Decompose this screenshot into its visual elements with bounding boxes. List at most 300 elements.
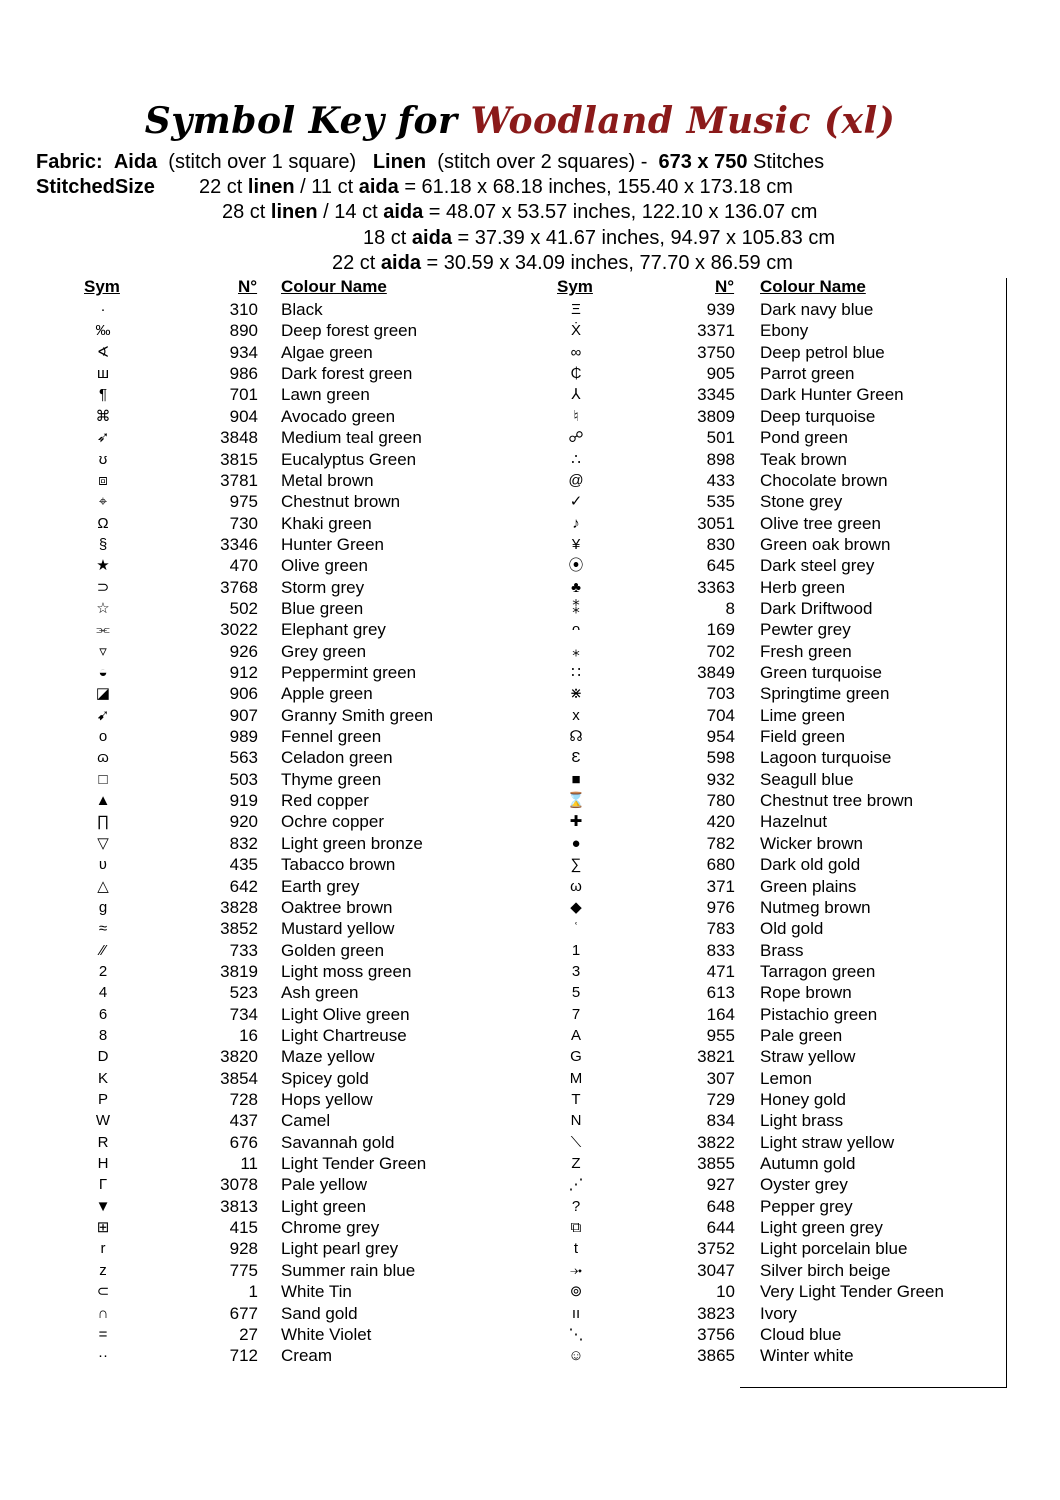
symbol-glyph: ⌖	[98, 493, 108, 511]
symbol-glyph: ⦿	[568, 557, 584, 575]
colour-name: Light Olive green	[281, 1004, 410, 1024]
floss-number: 415	[229, 1218, 258, 1238]
floss-number: 783	[706, 919, 735, 939]
table-row	[0, 1324, 1000, 1345]
floss-number: 169	[706, 620, 735, 640]
floss-number: 680	[706, 855, 735, 875]
table-row	[0, 1260, 1000, 1281]
colour-name: Pepper grey	[760, 1196, 853, 1216]
symbol-glyph: ·	[100, 301, 106, 318]
floss-number: 3820	[220, 1047, 258, 1067]
symbol-glyph: ▼	[95, 1197, 111, 1215]
floss-number: 702	[706, 641, 735, 661]
colour-name: Chrome grey	[281, 1218, 380, 1238]
fabric-linen-note: (stitch over 2 squares) -	[437, 151, 648, 173]
symbol-glyph: =	[98, 1325, 108, 1343]
symbol-glyph: ▿	[99, 642, 107, 660]
colour-name: Tarragon green	[760, 961, 876, 981]
symbol-glyph: g	[98, 898, 108, 916]
table-row	[0, 1046, 1000, 1067]
symbol-glyph: ∷	[571, 664, 581, 681]
colour-name: Cloud blue	[760, 1324, 842, 1344]
table-row	[0, 726, 1000, 747]
symbol-glyph: R	[97, 1133, 109, 1151]
floss-number: 11	[240, 1154, 258, 1173]
colour-name: Brass	[760, 940, 804, 960]
symbol-glyph: ıı	[571, 1304, 581, 1322]
header-num-left: N°	[238, 277, 258, 296]
symbol-glyph: ∢	[96, 343, 110, 361]
colour-name: Light pearl grey	[281, 1239, 399, 1259]
floss-number: 3813	[220, 1196, 258, 1216]
colour-name: Spicey gold	[281, 1068, 369, 1088]
bottom-border-line	[740, 1387, 1007, 1388]
colour-name: Hazelnut	[760, 812, 828, 832]
table-row	[0, 833, 1000, 854]
table-row	[0, 449, 1000, 470]
symbol-glyph: N	[570, 1112, 582, 1130]
symbol-glyph: ♮	[573, 407, 579, 425]
symbol-glyph: ⊂	[96, 1283, 110, 1301]
table-row	[0, 1004, 1000, 1025]
floss-number: 3047	[697, 1260, 735, 1280]
symbol-glyph: ♣	[571, 578, 581, 596]
table-row	[0, 1303, 1000, 1324]
colour-name: Dark forest green	[281, 364, 413, 384]
colour-name: Light moss green	[281, 961, 412, 981]
colour-name: Lemon	[760, 1068, 812, 1088]
floss-number: 833	[706, 940, 735, 960]
table-row	[0, 363, 1000, 384]
right-border-line	[1006, 278, 1007, 1388]
symbol-glyph: ⅄	[571, 386, 581, 404]
floss-number: 648	[706, 1196, 735, 1216]
symbol-glyph: □	[98, 770, 108, 788]
table-row	[0, 811, 1000, 832]
symbol-glyph: Ξ	[571, 301, 581, 318]
symbol-glyph: ω	[570, 877, 582, 895]
table-row	[0, 982, 1000, 1003]
symbol-glyph: T	[571, 1091, 581, 1108]
colour-name: Light porcelain blue	[760, 1239, 908, 1259]
floss-number: 989	[229, 727, 258, 746]
floss-number: 502	[229, 598, 258, 618]
symbol-glyph: ⁑	[572, 599, 580, 617]
floss-number: 645	[706, 556, 735, 576]
table-row	[0, 619, 1000, 640]
table-row	[0, 470, 1000, 491]
symbol-glyph: ʊ	[98, 450, 108, 468]
colour-name: Red copper	[281, 791, 369, 810]
symbol-glyph: ◒	[98, 664, 108, 681]
colour-name: Lagoon turquoise	[760, 748, 892, 768]
colour-name: Eucalyptus Green	[281, 449, 417, 469]
colour-name: Medium teal green	[281, 428, 422, 448]
floss-number: 3078	[220, 1175, 258, 1195]
symbol-glyph: Γ	[98, 1176, 108, 1194]
floss-number: 729	[706, 1090, 735, 1109]
table-row	[0, 897, 1000, 918]
symbol-glyph: 2	[98, 962, 108, 980]
colour-name: Olive green	[281, 556, 368, 576]
symbol-glyph: ⊃	[96, 578, 110, 596]
size-linen: linen	[270, 201, 318, 223]
colour-name: Fennel green	[281, 727, 382, 746]
floss-number: 734	[229, 1004, 258, 1024]
symbol-glyph: ∑	[570, 856, 582, 874]
colour-name: Ivory	[760, 1303, 797, 1323]
symbol-glyph: t	[573, 1240, 579, 1258]
floss-number: 932	[706, 769, 735, 789]
colour-name: Thyme green	[281, 769, 382, 789]
size-linen: linen	[247, 176, 295, 198]
size-aida: aida	[358, 176, 399, 198]
floss-number: 371	[706, 876, 735, 896]
table-row	[0, 961, 1000, 982]
symbol-glyph: ⋰	[568, 1176, 584, 1194]
floss-number: 677	[229, 1303, 258, 1323]
colour-name: Khaki green	[281, 513, 372, 533]
floss-number: 928	[229, 1239, 258, 1259]
floss-number: 712	[229, 1346, 258, 1366]
table-row	[0, 918, 1000, 939]
symbol-glyph: ₵	[570, 365, 582, 383]
table-row	[0, 384, 1000, 405]
size-ct: 22 ct	[332, 252, 376, 274]
colour-name: Silver birch beige	[760, 1260, 891, 1280]
colour-name: Camel	[281, 1111, 331, 1131]
floss-number: 3854	[220, 1068, 258, 1088]
floss-number: 3346	[220, 534, 258, 554]
floss-number: 3768	[220, 577, 258, 597]
symbol-glyph: ⌘	[95, 407, 111, 425]
symbol-glyph: r	[100, 1240, 106, 1258]
symbol-glyph: ☊	[569, 728, 583, 745]
symbol-glyph: ◪	[95, 685, 111, 703]
colour-name: Green oak brown	[760, 534, 891, 554]
header-name-left: Colour Name	[281, 277, 387, 296]
fabric-aida-note: (stitch over 1 square)	[168, 151, 357, 173]
colour-name: Pale yellow	[281, 1175, 367, 1195]
fabric-dims: 673 x 750	[658, 151, 748, 173]
colour-name: Granny Smith green	[281, 705, 434, 725]
floss-number: 433	[706, 470, 735, 490]
symbol-glyph: ✚	[569, 813, 583, 831]
colour-name: Pond green	[760, 428, 848, 448]
colour-name: Peppermint green	[281, 663, 417, 682]
colour-name: White Violet	[281, 1324, 372, 1344]
colour-name: Blue green	[281, 598, 364, 618]
colour-name: Dark Hunter Green	[760, 385, 904, 405]
size-dimensions: = 30.59 x 34.09 inches, 77.70 x 86.59 cm	[426, 252, 793, 274]
colour-name: Green plains	[760, 876, 857, 896]
colour-name: Maze yellow	[281, 1047, 375, 1067]
size-ct: 28 ct	[222, 201, 266, 223]
title-lead: Symbol Key for	[144, 100, 458, 142]
fabric-linen: Linen	[372, 151, 427, 173]
colour-name: Light green	[281, 1196, 367, 1216]
symbol-glyph: ●	[571, 834, 581, 852]
colour-name: Elephant grey	[281, 620, 386, 640]
symbol-glyph: ∏	[96, 813, 110, 831]
table-row	[0, 683, 1000, 704]
size-mid: / 11 ct	[300, 176, 354, 198]
colour-name: Chestnut brown	[281, 492, 401, 512]
pattern-name: Woodland Music (xl)	[470, 100, 896, 142]
header-name-right: Colour Name	[760, 277, 866, 296]
colour-name: Chestnut tree brown	[760, 791, 914, 810]
floss-number: 3819	[220, 961, 258, 981]
fabric-stitches: Stitches	[753, 151, 825, 173]
symbol-glyph: ▲	[95, 792, 111, 809]
floss-number: 3822	[697, 1132, 735, 1152]
symbol-glyph: 5	[571, 984, 581, 1002]
floss-number: 435	[229, 855, 258, 875]
colour-name: Old gold	[760, 919, 824, 939]
colour-name: Grey green	[281, 641, 367, 661]
colour-name: Deep forest green	[281, 321, 418, 341]
colour-name: Hops yellow	[281, 1090, 373, 1109]
symbol-glyph: W	[95, 1112, 111, 1130]
symbol-glyph: A	[570, 1026, 581, 1044]
colour-name: Olive tree green	[760, 513, 881, 533]
floss-number: 954	[706, 727, 735, 746]
floss-number: 986	[229, 364, 258, 384]
colour-name: Black	[281, 300, 323, 319]
floss-number: 976	[706, 897, 735, 917]
symbol-glyph: P	[97, 1091, 108, 1108]
floss-number: 782	[706, 833, 735, 853]
symbol-glyph: ᴖ	[571, 621, 581, 639]
symbol-glyph: Ɛ	[571, 749, 581, 767]
table-row	[0, 662, 1000, 683]
symbol-glyph: ⌛	[566, 792, 586, 809]
symbol-glyph: ■	[571, 770, 581, 788]
colour-name: Summer rain blue	[281, 1260, 416, 1280]
colour-name: Pale green	[760, 1025, 843, 1045]
floss-number: 701	[229, 385, 258, 405]
floss-number: 927	[706, 1175, 735, 1195]
colour-name: Parrot green	[760, 364, 855, 384]
symbol-glyph: Ω	[97, 514, 109, 532]
floss-number: 471	[706, 961, 735, 981]
symbol-glyph: ☺	[568, 1347, 584, 1365]
symbol-glyph: ➹	[96, 706, 110, 724]
floss-number: 8	[725, 598, 735, 618]
symbol-glyph: ∩	[97, 1304, 109, 1322]
size-line	[222, 201, 817, 224]
size-dimensions: = 61.18 x 68.18 inches, 155.40 x 173.18 cm	[404, 176, 793, 198]
colour-name: Cream	[281, 1346, 333, 1366]
symbol-glyph: ◆	[570, 898, 582, 916]
table-row	[0, 427, 1000, 448]
symbol-glyph: z	[99, 1261, 107, 1279]
colour-name: Ochre copper	[281, 812, 384, 832]
floss-number: 3371	[697, 321, 735, 341]
symbol-glyph: ш	[96, 365, 110, 383]
floss-number: 905	[706, 364, 735, 384]
floss-number: 912	[229, 663, 258, 682]
symbol-glyph: ʋ	[98, 856, 108, 874]
table-row	[0, 406, 1000, 427]
floss-number: 307	[706, 1068, 735, 1088]
colour-name: Dark Driftwood	[760, 598, 873, 618]
floss-number: 904	[229, 406, 258, 426]
table-row	[0, 598, 1000, 619]
header-sym-right: Sym	[557, 277, 593, 296]
table-row	[0, 940, 1000, 961]
symbol-glyph: ☍	[568, 429, 584, 447]
floss-number: 535	[706, 492, 735, 512]
symbol-glyph: ▽	[97, 834, 109, 852]
floss-number: 1	[248, 1282, 258, 1302]
symbol-glyph: 6	[98, 1005, 108, 1023]
symbol-glyph: ⤞	[569, 1261, 582, 1279]
colour-name: Sand gold	[281, 1303, 358, 1323]
size-aida: aida	[383, 201, 424, 223]
symbol-glyph: 8	[98, 1026, 108, 1044]
colour-name: Straw yellow	[760, 1047, 856, 1067]
colour-name: Earth grey	[281, 876, 360, 896]
floss-number: 728	[229, 1090, 258, 1109]
colour-name: Mustard yellow	[281, 919, 395, 939]
colour-name: Honey gold	[760, 1090, 847, 1109]
colour-name: Light straw yellow	[760, 1132, 895, 1152]
symbol-glyph: Z	[571, 1155, 581, 1172]
symbol-glyph: ¶	[98, 386, 108, 404]
floss-number: 3855	[697, 1154, 735, 1173]
table-row	[0, 320, 1000, 341]
symbol-glyph: ⋇	[569, 685, 583, 703]
floss-number: 3821	[697, 1047, 735, 1067]
table-row	[0, 876, 1000, 897]
fabric-aida: Aida	[113, 151, 158, 173]
symbol-glyph: M	[569, 1069, 583, 1087]
colour-name: Nutmeg brown	[760, 897, 871, 917]
table-row	[0, 513, 1000, 534]
symbol-glyph: ⟍	[570, 1133, 582, 1151]
symbol-glyph: 7	[571, 1005, 581, 1023]
floss-number: 3363	[697, 577, 735, 597]
symbol-glyph: ?	[571, 1197, 581, 1215]
floss-number: 598	[706, 748, 735, 768]
colour-name: Stone grey	[760, 492, 843, 512]
colour-name: Light brass	[760, 1111, 844, 1131]
table-row	[0, 491, 1000, 512]
colour-name: Ash green	[281, 983, 359, 1003]
colour-name: Winter white	[760, 1346, 854, 1366]
floss-number: 730	[229, 513, 258, 533]
floss-number: 676	[229, 1132, 258, 1152]
floss-number: 3848	[220, 428, 258, 448]
floss-number: 613	[706, 983, 735, 1003]
floss-number: 523	[229, 983, 258, 1003]
colour-name: Light Chartreuse	[281, 1025, 407, 1045]
colour-name: Light Tender Green	[281, 1154, 427, 1173]
table-row	[0, 1196, 1000, 1217]
floss-number: 3809	[697, 406, 735, 426]
header-num-right: N°	[715, 277, 735, 296]
symbol-glyph: ‰	[95, 322, 111, 340]
floss-number: 3865	[697, 1346, 735, 1366]
colour-name: Deep turquoise	[760, 406, 876, 426]
symbol-glyph: @	[568, 471, 584, 489]
floss-number: 164	[706, 1004, 735, 1024]
floss-number: 775	[229, 1260, 258, 1280]
floss-number: 834	[706, 1111, 735, 1131]
colour-name: Very Light Tender Green	[760, 1282, 944, 1302]
table-row	[0, 1217, 1000, 1238]
floss-number: 3823	[697, 1303, 735, 1323]
table-row	[0, 1025, 1000, 1046]
symbol-glyph: ∞	[570, 343, 582, 361]
table-row	[0, 705, 1000, 726]
floss-number: 470	[229, 556, 258, 576]
size-dimensions: = 48.07 x 53.57 inches, 122.10 x 136.07 cm	[428, 201, 818, 223]
colour-name: Celadon green	[281, 748, 393, 768]
symbol-glyph: 4	[98, 984, 108, 1002]
symbol-glyph: G	[570, 1048, 582, 1066]
symbol-glyph: ✓	[569, 493, 583, 511]
table-row	[0, 1068, 1000, 1089]
symbol-glyph: ☆	[96, 599, 110, 617]
colour-name: Deep petrol blue	[760, 342, 885, 362]
size-dimensions: = 37.39 x 41.67 inches, 94.97 x 105.83 cm	[457, 227, 835, 249]
colour-name: Fresh green	[760, 641, 852, 661]
floss-number: 3752	[697, 1239, 735, 1259]
fabric-label: Fabric:	[36, 151, 103, 173]
floss-number: 3051	[697, 513, 735, 533]
symbol-glyph: 1	[571, 941, 581, 959]
floss-number: 310	[229, 300, 258, 319]
size-line	[363, 227, 835, 250]
floss-number: 733	[229, 940, 258, 960]
floss-number: 890	[229, 321, 258, 341]
symbol-glyph: ⧉	[570, 1219, 582, 1237]
table-row	[0, 1238, 1000, 1259]
colour-name: Algae green	[281, 342, 373, 362]
table-row	[0, 534, 1000, 555]
colour-name: White Tin	[281, 1282, 352, 1302]
symbol-glyph: ⊚	[569, 1283, 583, 1301]
colour-name: Metal brown	[281, 470, 374, 490]
colour-name: Savannah gold	[281, 1132, 395, 1152]
colour-name: Herb green	[760, 577, 846, 597]
size-aida: aida	[380, 252, 421, 274]
floss-number: 907	[229, 705, 258, 725]
floss-number: 644	[706, 1218, 735, 1238]
table-row	[0, 769, 1000, 790]
floss-number: 3781	[220, 470, 258, 490]
table-row	[0, 641, 1000, 662]
colour-name: Dark navy blue	[760, 300, 874, 319]
colour-name: Hunter Green	[281, 534, 384, 554]
symbol-glyph: x	[572, 706, 580, 724]
table-row	[0, 1153, 1000, 1174]
colour-name: Storm grey	[281, 577, 365, 597]
floss-number: 420	[706, 812, 735, 832]
symbol-glyph: ≈	[98, 920, 108, 938]
colour-name: Pistachio green	[760, 1004, 878, 1024]
floss-number: 501	[706, 428, 735, 448]
floss-number: 898	[706, 449, 735, 469]
floss-number: 3022	[220, 620, 258, 640]
symbol-glyph: ➶	[96, 429, 110, 447]
colour-name: Light green grey	[760, 1218, 883, 1238]
symbol-glyph: ∴	[571, 450, 581, 468]
floss-number: 832	[229, 833, 258, 853]
size-ct: 22 ct	[199, 176, 243, 198]
